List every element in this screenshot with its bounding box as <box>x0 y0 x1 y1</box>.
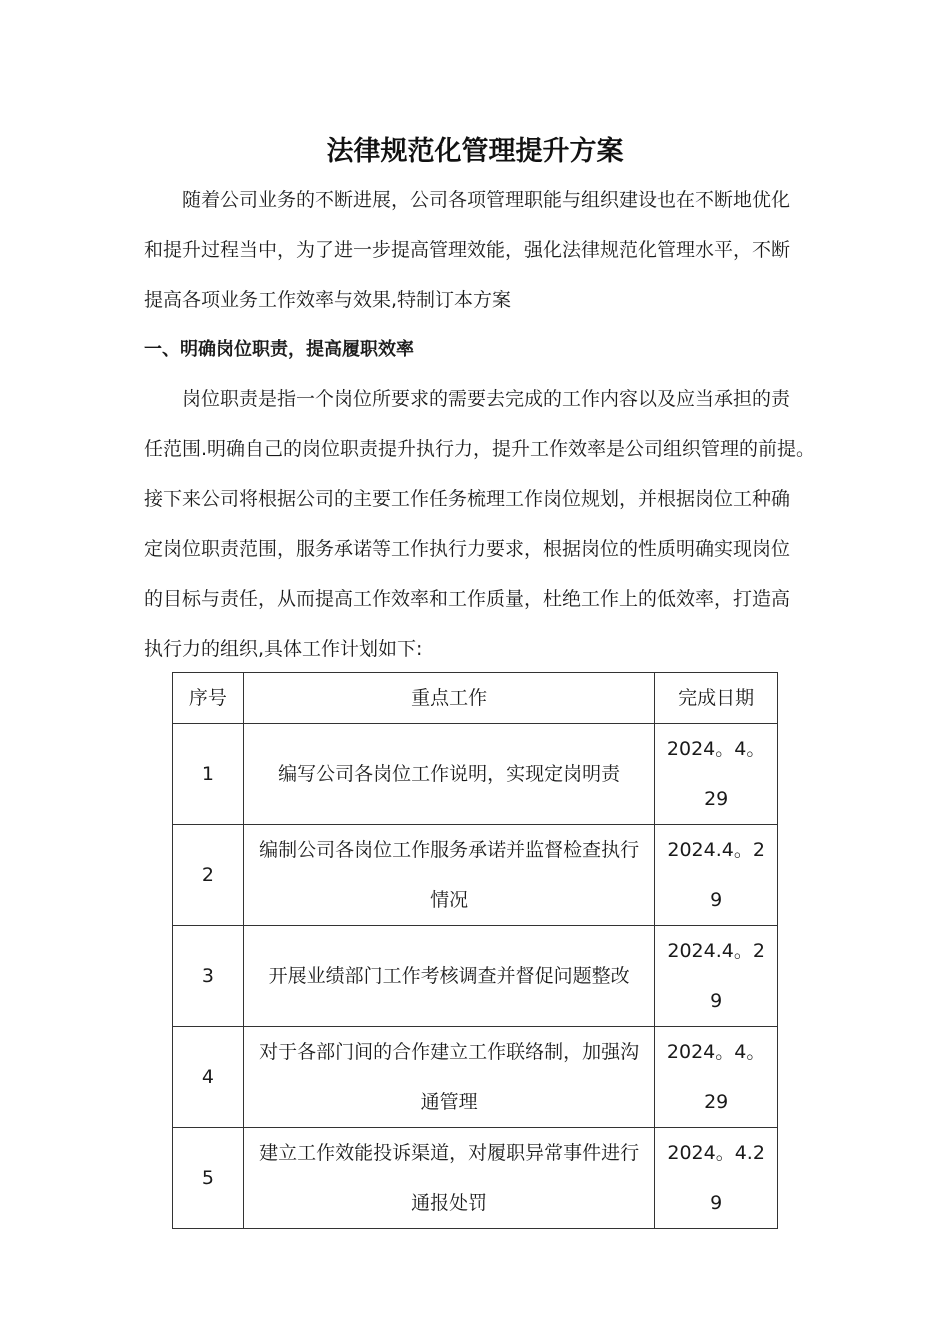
table-row <box>173 1128 778 1229</box>
row-number: 5 <box>173 1128 244 1229</box>
intro-line: 随着公司业务的不断进展，公司各项管理职能与组织建设也在不断地优化 <box>182 189 791 211</box>
row-work: 对于各部门间的合作建立工作联络制，加强沟通管理 <box>243 1027 654 1128</box>
table-row <box>173 724 778 825</box>
table-header-cell: 序号 <box>173 673 244 724</box>
row-work: 编制公司各岗位工作服务承诺并监督检查执行情况 <box>243 825 654 926</box>
row-work: 编写公司各岗位工作说明，实现定岗明责 <box>243 724 654 825</box>
row-number: 1 <box>173 724 244 825</box>
row-date: 2024.4。29 <box>655 825 778 926</box>
work-plan-table <box>172 672 778 1229</box>
row-number: 4 <box>173 1027 244 1128</box>
table-row <box>173 926 778 1027</box>
section-paragraph <box>144 374 816 674</box>
row-date: 2024。4.29 <box>655 1128 778 1229</box>
section-heading: 一、明确岗位职责，提高履职效率 <box>144 339 414 360</box>
intro-line: 提高各项业务工作效率与效果,特制订本方案 <box>144 289 512 311</box>
row-number: 2 <box>173 825 244 926</box>
table-header-row <box>173 673 778 724</box>
table-row <box>173 1027 778 1128</box>
row-date: 2024。4。29 <box>655 1027 778 1128</box>
row-number: 3 <box>173 926 244 1027</box>
section-line: 的目标与责任，从而提高工作效率和工作质量，杜绝工作上的低效率，打造高 <box>144 588 791 610</box>
row-date: 2024。4。29 <box>655 724 778 825</box>
section-line: 接下来公司将根据公司的主要工作任务梳理工作岗位规划，并根据岗位工种确 <box>144 488 791 510</box>
row-work: 开展业绩部门工作考核调查并督促问题整改 <box>243 926 654 1027</box>
table-header-cell: 完成日期 <box>655 673 778 724</box>
section-line: 定岗位职责范围，服务承诺等工作执行力要求，根据岗位的性质明确实现岗位 <box>144 538 791 560</box>
intro-paragraph <box>144 175 808 325</box>
row-date: 2024.4。29 <box>655 926 778 1027</box>
table-row <box>173 825 778 926</box>
table-header-cell: 重点工作 <box>243 673 654 724</box>
row-work: 建立工作效能投诉渠道，对履职异常事件进行通报处罚 <box>243 1128 654 1229</box>
document-title: 法律规范化管理提升方案 <box>326 136 624 167</box>
section-line: 执行力的组织,具体工作计划如下: <box>144 638 423 660</box>
section-line: 岗位职责是指一个岗位所要求的需要去完成的工作内容以及应当承担的责 <box>182 388 791 410</box>
intro-line: 和提升过程当中，为了进一步提高管理效能，强化法律规范化管理水平，不断 <box>144 239 791 261</box>
section-line: 任范围.明确自己的岗位职责提升执行力，提升工作效率是公司组织管理的前提。 <box>144 438 816 460</box>
